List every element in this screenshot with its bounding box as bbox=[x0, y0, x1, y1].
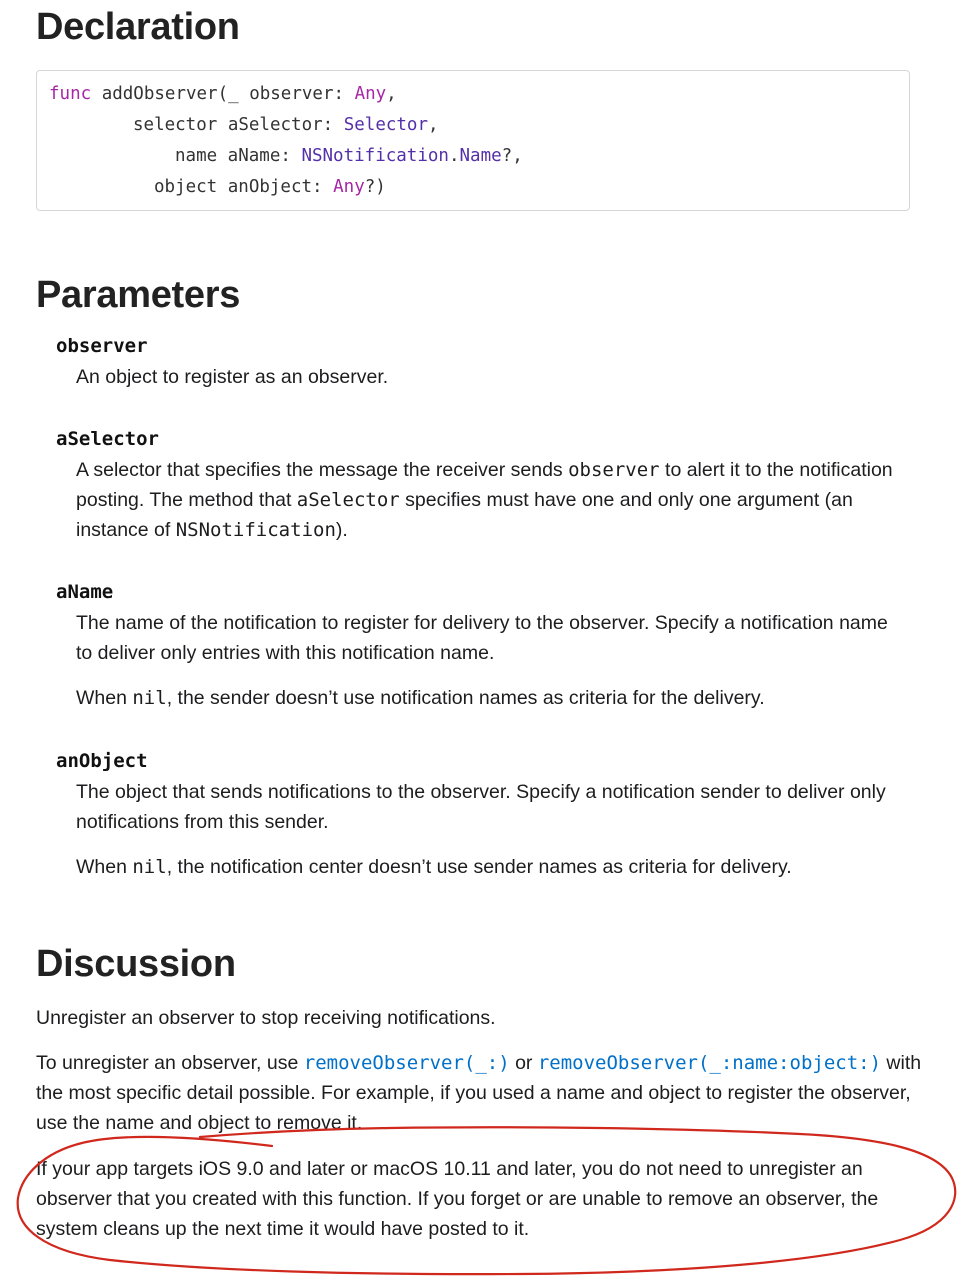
inline-code: observer bbox=[568, 459, 660, 481]
code-text: addObserver(_ observer: bbox=[91, 84, 355, 104]
code-text: object anObject: bbox=[154, 177, 334, 197]
desc-text: specifies must have one and only one argument (an instance of bbox=[76, 489, 853, 541]
discussion-heading: Discussion bbox=[36, 943, 236, 985]
desc-text: to alert it to the notification posting. The method that bbox=[76, 459, 893, 511]
code-text: selector aSelector: bbox=[133, 115, 344, 135]
code-text: , bbox=[428, 115, 439, 135]
param-name-aname: aName bbox=[56, 581, 114, 603]
code-type: Any bbox=[333, 177, 365, 197]
desc-text: ). bbox=[335, 519, 348, 541]
code-line-4 bbox=[154, 177, 386, 197]
code-type: Any bbox=[354, 84, 387, 104]
code-text: . bbox=[448, 146, 460, 166]
code-type: NSNotification bbox=[301, 146, 449, 166]
desc-text: When bbox=[76, 856, 133, 878]
param-name-aselector: aSelector bbox=[56, 428, 159, 450]
code-line-1 bbox=[49, 84, 397, 104]
discussion-paragraph-1: Unregister an observer to stop receiving notifications. bbox=[36, 1007, 496, 1029]
desc-text: When bbox=[76, 687, 133, 709]
code-line-2 bbox=[133, 115, 439, 135]
code-text: ?, bbox=[501, 146, 523, 166]
desc-text: To unregister an observer, use bbox=[36, 1052, 304, 1074]
desc-text: A selector that specifies the message the receiver sends bbox=[76, 459, 569, 481]
param-desc-observer: An object to register as an observer. bbox=[76, 366, 389, 388]
code-type: Name bbox=[459, 146, 502, 166]
param-note-anobject bbox=[76, 852, 906, 882]
remove-observer-link[interactable]: removeObserver(_:) bbox=[303, 1052, 510, 1074]
inline-code: aSelector bbox=[296, 489, 400, 511]
param-name-observer: observer bbox=[56, 335, 148, 357]
desc-text: with the most specific detail possible. For example, if you used a name and object to register the observer, use the name and object to remove it. bbox=[36, 1052, 922, 1134]
code-text: ?) bbox=[364, 177, 386, 197]
inline-code: NSNotification bbox=[175, 519, 336, 541]
code-text: , bbox=[386, 84, 397, 104]
desc-text: , the sender doesn’t use notification names as criteria for the delivery. bbox=[166, 687, 765, 709]
param-desc-aname: The name of the notification to register for delivery to the observer. Specify a notification name to deliver only entries with this notification name. bbox=[76, 612, 888, 664]
param-desc-anobject: The object that sends notifications to the observer. Specify a notification sender to deliver only notifications from this sender. bbox=[76, 781, 886, 833]
declaration-heading: Declaration bbox=[36, 6, 240, 48]
parameters-heading: Parameters bbox=[36, 274, 241, 316]
declaration-code-block bbox=[36, 70, 910, 211]
inline-code: nil bbox=[132, 687, 167, 709]
remove-observer-name-object-link[interactable]: removeObserver(_:name:object:) bbox=[537, 1052, 882, 1074]
param-desc-aselector bbox=[76, 455, 906, 545]
discussion-paragraph-2 bbox=[36, 1048, 926, 1138]
code-type: Selector bbox=[343, 115, 429, 135]
inline-code: nil bbox=[132, 856, 167, 878]
param-name-anobject: anObject bbox=[56, 750, 148, 772]
param-note-aname bbox=[76, 683, 906, 713]
code-keyword: func bbox=[49, 84, 92, 104]
discussion-paragraph-3: If your app targets iOS 9.0 and later or macOS 10.11 and later, you do not need to unregister an observer that you created with this function. If you forget or are unable to remove an observer, the system cleans up the next time it would have posted to it. bbox=[36, 1158, 879, 1240]
desc-text: , the notification center doesn’t use sender names as criteria for delivery. bbox=[166, 856, 792, 878]
desc-text: or bbox=[509, 1052, 538, 1074]
code-text: name aName: bbox=[175, 146, 302, 166]
code-line-3 bbox=[175, 146, 523, 166]
